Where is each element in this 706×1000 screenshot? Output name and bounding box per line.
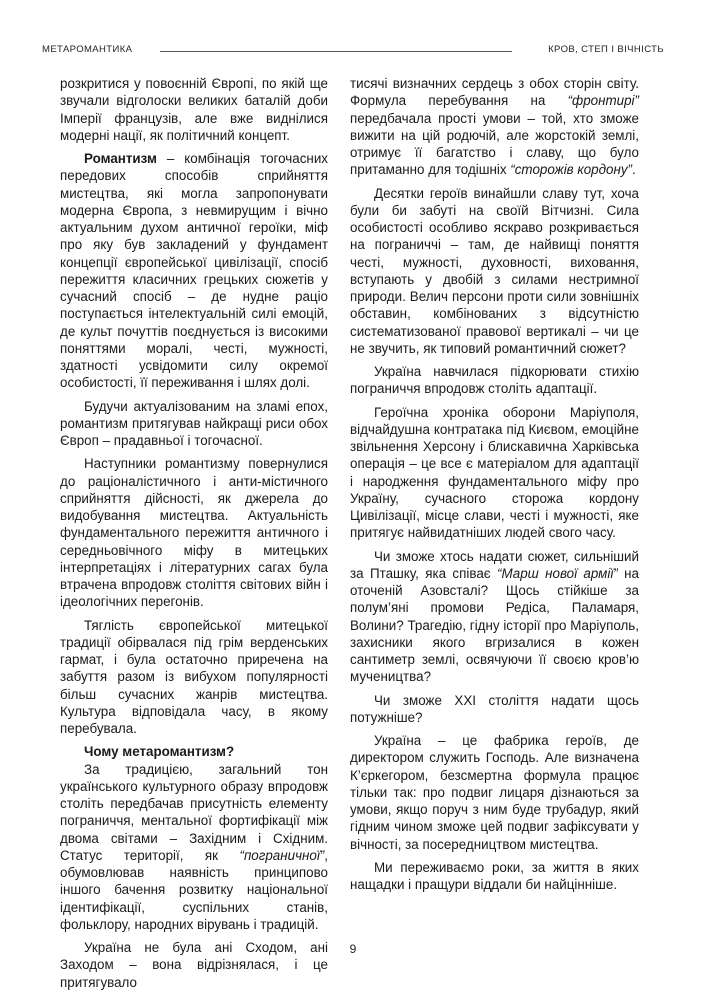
paragraph bbox=[350, 75, 639, 179]
paragraph-text: , обумовлював наявність принципово іншого бачення розвитку національної ідентифікації, суспільних станів, фольклору, народних вірувань і традицій. bbox=[60, 847, 328, 932]
quoted-term: “фронтирі” bbox=[567, 93, 639, 109]
paragraph: Україна навчилася підкорювати стихію пограниччя впродовж століть адаптації. bbox=[350, 364, 639, 397]
paragraph bbox=[60, 150, 328, 392]
header-book-title: МЕТАРОМАНТИКА bbox=[42, 44, 133, 55]
paragraph-text: Чи зможе хтось надати сюжет, сильніший за Пташку, яка співає bbox=[350, 548, 639, 581]
quoted-term: “пограничної” bbox=[239, 847, 325, 863]
paragraph-text: на оточеній Азовсталі? Щось стійкіше за полум’яні промови Редіса, Паламаря, Волини? Трагедію, гідну історії про Маріуполь, захисники якого вгризалися в кожен сантиметр землі, освячуючи її своєю кров’ю мучеництва? bbox=[350, 565, 639, 685]
right-column bbox=[350, 75, 639, 899]
paragraph: Тяглість європейської митецької традиції обірвалася під грім верденських гармат, і була остаточно приречена на забуття разом із вибухом популярності більш сучасних жанрів мистецтва. Культура відповідала часу, в якому перебувала. bbox=[60, 617, 328, 736]
paragraph-text: – комбінація тогочасних передових способів сприйняття мистецтва, які могла запропонувати модерна Європа, з невмирущим і вічно актуальним духом античної героїки, міф про яку був закладений у фундамент концепції європейської цивілізації, спосіб пережиття класичних грецьких сюжетів у сучасний спосіб – де нудне раціо поступається інтелектуальній силі емоцій, де культ почуттів поєднується із високими поняттями моралі, честі, мужності, здатності усвідомити силу окремої особистості, її переживання і шлях долі. bbox=[60, 151, 328, 391]
quoted-term: “сторожів кордону” bbox=[510, 162, 632, 178]
paragraph: Наступники романтизму повернулися до раціоналістичного і анти-містичного сприйняття дійсності, як джерела до видобування мистецтва. Актуальність фундаментального пережиття античного і середньовічного міфу в митецьких інтерпретаціях і літературних сагах була втрачена впродовж століття світових війн і ідеологічних перегонів. bbox=[60, 456, 328, 610]
left-column bbox=[60, 75, 328, 997]
section-heading: Чому метаромантизм? bbox=[84, 744, 235, 760]
paragraph-text: тисячі визначних сердець з обох сторін світу. Формула перебування на bbox=[350, 76, 639, 109]
paragraph: Будучи актуалізованим на зламі епох, романтизм притягував найкращі риси обох Європ – прадавньої і тогочасної. bbox=[60, 398, 328, 448]
quoted-term: “Марш нової армії” bbox=[496, 565, 618, 581]
paragraph: розкритися у повоєнній Європі, по якій ще звучали відголоски великих баталій доби Імперії французів, але вже виднілися модерні нації, як політичний концепт. bbox=[60, 76, 328, 143]
paragraph: Україна не була ані Сходом, ані Заходом – вона відрізнялася, і це притягувало bbox=[60, 940, 328, 990]
page-number: 9 bbox=[349, 942, 357, 956]
paragraph: Чи зможе ХХІ століття надати щось потужніше? bbox=[350, 692, 639, 725]
header-chapter-title: КРОВ, СТЕП І ВІЧНІСТЬ bbox=[548, 44, 664, 55]
paragraph: Героїчна хроніка оборони Маріуполя, відчайдушна контратака під Києвом, емоційне звільнення Херсону і блискавична Харківська операція – це все є матеріалом для адаптації і народження фундаментального міфу про Україну, сучасного сторожа кордону Цивілізації, місце слави, честі і мужності, яке притягує найвидатніших людей свого часу. bbox=[350, 404, 639, 541]
paragraph bbox=[60, 761, 328, 934]
paragraph bbox=[350, 548, 639, 686]
paragraph: Десятки героїв винайшли славу тут, хоча були би забуті на своїй Вітчизні. Сила особистості особливо яскраво розкривається на пограниччі – там, де найвищі поняття честі, мужності, духовності, виховання, вступають у двобій з силами нестримної природи. Велич персони проти сили зовнішніх обставин, комбінованих з відсутністю систематизованої правової вертикалі – чи це не звучить, як типовий романтичний сюжет? bbox=[350, 185, 639, 356]
running-header bbox=[42, 44, 664, 58]
paragraph-text: передбачала прості умови – той, хто зможе вижити на цій родючій, але жорстокій землі, отримує її багатство і славу, що було притаманно для тодішніх bbox=[350, 110, 639, 178]
paragraph-text: За традицією, загальний тон українського культурного образу впродовж століть передбачав присутність елементу пограниччя, ментальної фортифікації між двома світами – Західним і Східним. Статус території, як bbox=[60, 761, 328, 863]
paragraph-text: . bbox=[631, 162, 636, 178]
paragraph: Україна – це фабрика героїв, де директором служить Господь. Але визначена К’єркегором, безсмертна формула працює тільки так: про подвиг лицаря дізнаються за умови, якщо поруч з ним буде трубадур, який гідним чином зможе цей подвиг зафіксувати у вічності, за посередництвом мистецтва. bbox=[350, 733, 639, 852]
term-romanticism: Романтизм bbox=[84, 151, 157, 166]
paragraph: Ми переживаємо роки, за життя в яких нащадки і пращури віддали би найцінніше. bbox=[350, 859, 639, 892]
header-rule bbox=[160, 51, 512, 52]
